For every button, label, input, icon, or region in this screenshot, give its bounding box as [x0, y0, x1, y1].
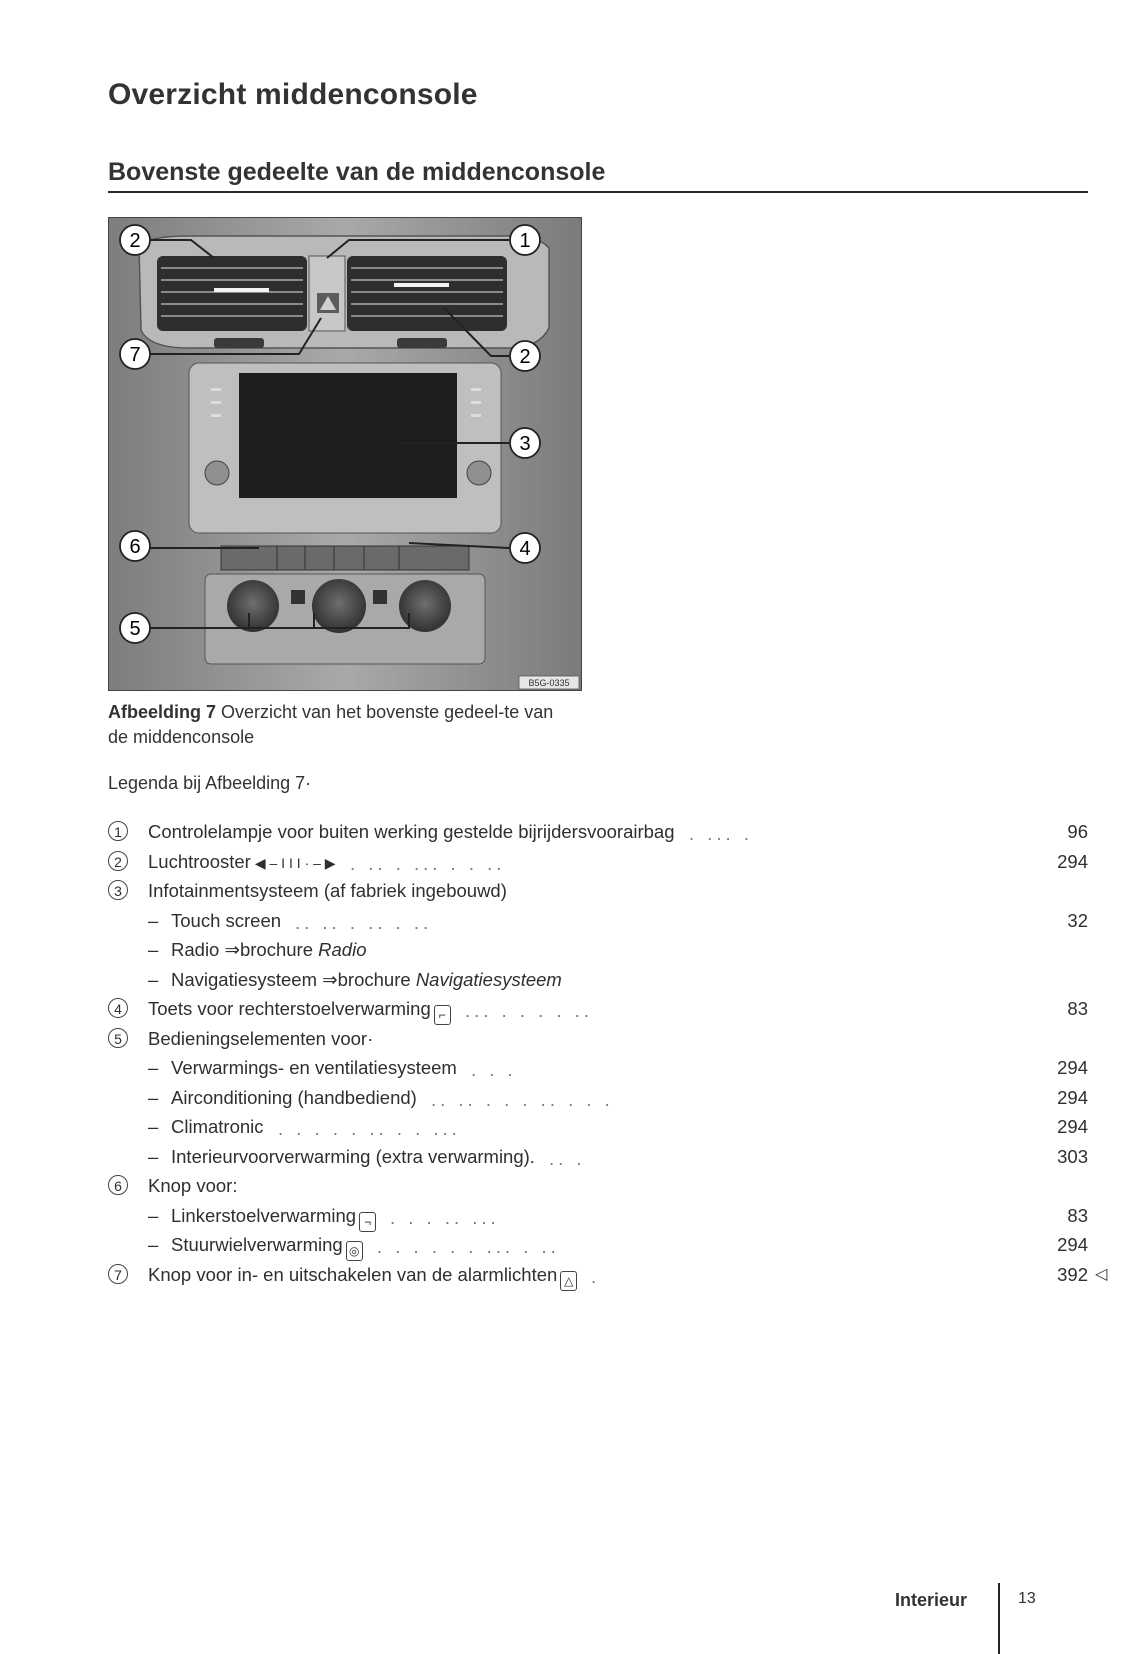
brochure-title: Navigatiesysteem: [415, 968, 562, 990]
legend-row: [108, 1202, 1108, 1232]
legend-label: Luchtrooster: [148, 850, 251, 872]
legend-label: Infotainmentsysteem (af fabriek ingebouwd): [148, 880, 507, 901]
hazard-lights-icon: △: [560, 1271, 577, 1291]
console-illustration: [108, 217, 582, 691]
figure-caption: [108, 700, 578, 750]
leader-dots: . . . . . .. . . ...: [278, 1118, 461, 1139]
list-dash: –: [148, 909, 159, 931]
list-dash: –: [148, 1116, 159, 1137]
legend-number: 3: [108, 880, 128, 900]
leader-dots: . ... .: [689, 823, 753, 844]
leader-dots: .: [591, 1265, 601, 1287]
leader-dots: ... . . . . ..: [465, 1000, 593, 1021]
section-heading: Bovenste gedeelte van de middenconsole: [108, 158, 606, 186]
legend-text: [171, 1116, 264, 1138]
legend-text: [148, 821, 675, 843]
legend-label: Controlelampje voor buiten werking gestelde bijrijdersvoorairbag: [148, 821, 675, 842]
legend-label: Radio ⇒brochure: [171, 939, 319, 960]
page-reference: 294: [1057, 1086, 1088, 1108]
callout-7: 7: [129, 344, 141, 366]
legend-label: Interieurvoorverwarming (extra verwarming).: [171, 1145, 535, 1167]
legend-text: [148, 998, 451, 1025]
list-dash: –: [148, 1145, 159, 1167]
callout-6: 6: [129, 536, 141, 558]
legend-text: [171, 939, 366, 961]
legend-label: Climatronic: [171, 1116, 264, 1137]
page-reference: 32: [1067, 909, 1088, 931]
legend-text: [148, 851, 336, 873]
legend-intro: Legenda bij Afbeelding 7·: [108, 773, 312, 793]
legend-row: [108, 995, 1108, 1025]
legend-row: [108, 818, 1108, 848]
legend-row: [108, 936, 1108, 966]
caption-text: Overzicht van het bovenste gedeel-te van de middenconsole: [108, 702, 554, 747]
legend-row: [108, 1084, 1108, 1114]
list-dash: –: [148, 1057, 159, 1078]
legend-number: 7: [108, 1264, 128, 1284]
legend-label: Stuurwielverwarming: [171, 1234, 343, 1255]
legend-label: Airconditioning (handbediend): [171, 1086, 417, 1108]
callout-3: 3: [519, 433, 531, 455]
callout-1: 1: [519, 230, 531, 252]
legend-text: [171, 1205, 376, 1232]
page-reference: 294: [1057, 1234, 1088, 1255]
list-dash: –: [148, 1086, 159, 1108]
legend-text: [148, 1175, 237, 1197]
legend-label: Navigatiesysteem ⇒brochure: [171, 968, 416, 990]
legend-text: [148, 1028, 373, 1050]
leader-dots: . . .: [471, 1059, 517, 1080]
figure-code: B5G-0335: [528, 678, 570, 688]
legend-text: [171, 969, 562, 991]
legend-row: [108, 1172, 1108, 1202]
leader-dots: .. .. . . . .. . . .: [431, 1088, 614, 1110]
leader-dots: . .. . ... . . ..: [350, 852, 506, 874]
list-dash: –: [148, 1234, 159, 1255]
legend-row: [108, 1025, 1108, 1055]
legend-label: Touch screen: [171, 909, 282, 931]
legend-label: Knop voor in- en uitschakelen van de alarmlichten: [148, 1263, 558, 1285]
vent-control-symbol: ◀ – I I I · – ▶: [254, 854, 336, 871]
legend-text: [148, 880, 507, 902]
footer-divider: [998, 1583, 1000, 1654]
page-title: Overzicht middenconsole: [108, 78, 478, 111]
legend-number: 4: [108, 998, 128, 1018]
legend-row: [108, 848, 1108, 878]
leader-dots: . . . . . . ... . ..: [377, 1236, 560, 1257]
legend-list: [108, 818, 1108, 1290]
legend-text: [171, 1146, 535, 1168]
legend-row: [108, 877, 1108, 907]
caption-label: Afbeelding 7: [108, 702, 217, 722]
legend-row: [108, 1143, 1108, 1173]
legend-text: [171, 1234, 363, 1261]
leader-dots: . . . .. ...: [390, 1206, 500, 1228]
legend-label: Verwarmings- en ventilatiesysteem: [171, 1057, 457, 1078]
callout-2-right: 2: [519, 346, 531, 368]
legend-label: Linkerstoelverwarming: [171, 1204, 357, 1226]
page-reference: 83: [1067, 998, 1088, 1019]
steering-wheel-heat-icon: ◎: [346, 1241, 363, 1261]
legend-row: [108, 1261, 1108, 1291]
page-reference: 294: [1057, 1057, 1088, 1078]
legend-row: [108, 1054, 1108, 1084]
page-reference: 392: [1057, 1263, 1088, 1285]
legend-label: Knop voor:: [148, 1175, 238, 1196]
callout-5: 5: [129, 618, 141, 640]
page-number: 13: [1018, 1590, 1036, 1607]
callout-4: 4: [519, 538, 531, 560]
legend-text: [171, 910, 281, 932]
heading-rule: [108, 191, 1088, 193]
page-reference: 83: [1067, 1204, 1088, 1226]
legend-number: 5: [108, 1028, 128, 1048]
page-reference: 294: [1057, 850, 1088, 872]
page-reference: 303: [1057, 1145, 1088, 1167]
list-dash: –: [148, 968, 159, 990]
legend-row: [108, 907, 1108, 937]
page-reference: 294: [1057, 1116, 1088, 1137]
leader-dots: .. .: [549, 1147, 586, 1169]
footer-section-title: Interieur: [895, 1590, 968, 1610]
legend-number: 1: [108, 821, 128, 841]
legend-label: Toets voor rechterstoelverwarming: [148, 998, 431, 1019]
callout-2-left: 2: [129, 230, 141, 252]
section-end-icon: ◁: [1095, 1265, 1108, 1283]
brochure-title: Radio: [318, 939, 367, 960]
legend-number: 2: [108, 851, 128, 871]
page-reference: 96: [1067, 821, 1088, 842]
leader-dots: .. .. . .. . ..: [295, 911, 433, 933]
list-dash: –: [148, 1204, 159, 1226]
legend-text: [171, 1057, 457, 1079]
legend-number: 6: [108, 1175, 128, 1195]
seat-heat-right-icon: ⌐: [434, 1005, 451, 1025]
legend-row: [108, 1113, 1108, 1143]
legend-label: Bedieningselementen voor·: [148, 1027, 374, 1049]
legend-text: [171, 1087, 417, 1109]
legend-text: [148, 1264, 577, 1291]
list-dash: –: [148, 939, 159, 960]
legend-row: [108, 966, 1108, 996]
legend-row: [108, 1231, 1108, 1261]
seat-heat-left-icon: ¬: [359, 1212, 376, 1232]
